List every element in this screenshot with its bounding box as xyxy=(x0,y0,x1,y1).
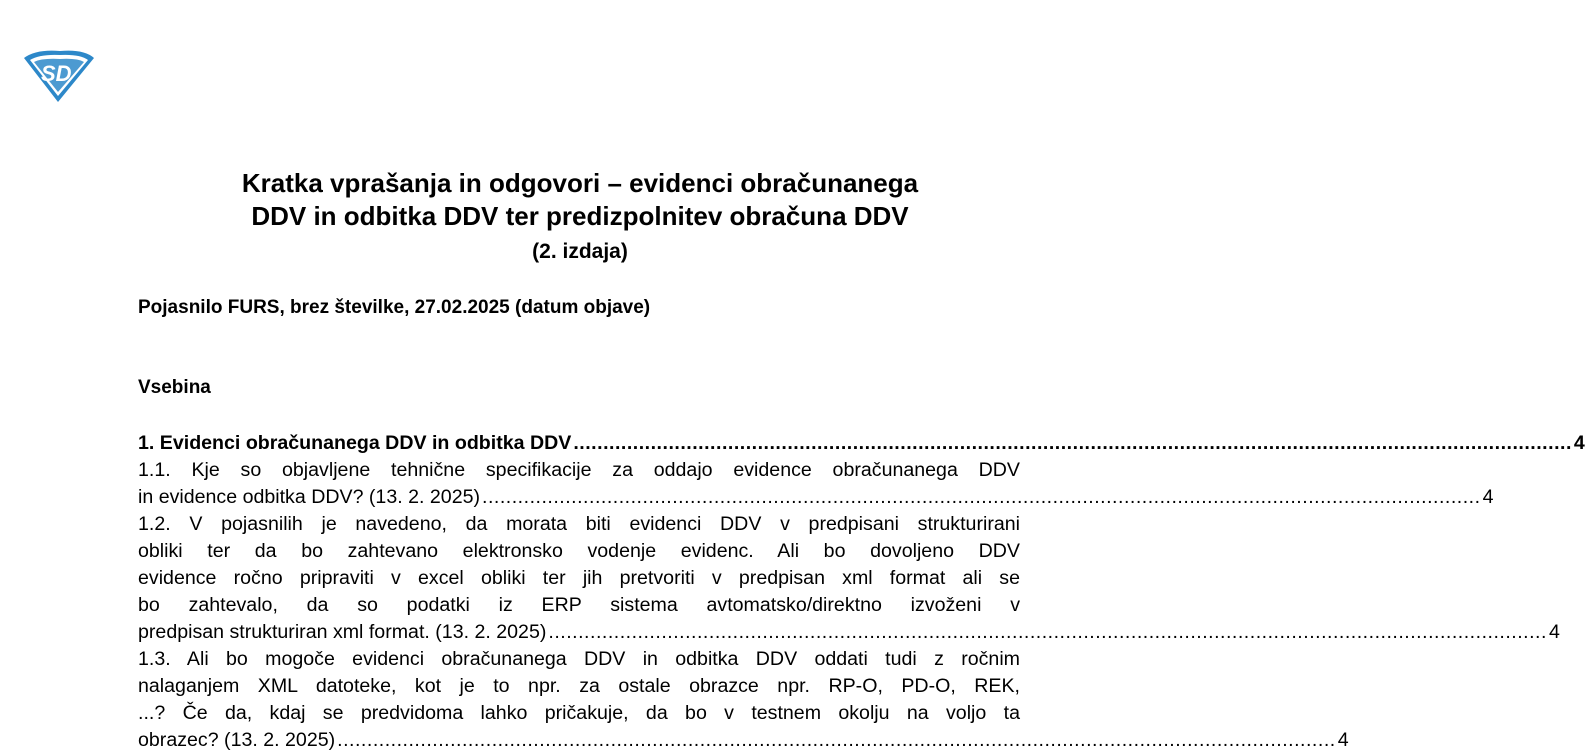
toc-entry-text: 1.1. Kje so objavljene tehnične specifikacije za oddajo evidence obračunanega DDV xyxy=(138,459,1020,481)
toc-entry-text: predpisan strukturiran xml format. (13. 2. 2025) xyxy=(138,621,547,643)
toc-entry-text: in evidence odbitka DDV? (13. 2. 2025) xyxy=(138,486,481,508)
toc-entry-text: 1.3. Ali bo mogoče evidenci obračunanega DDV in odbitka DDV oddati tudi z ročnim xyxy=(138,648,1020,670)
contents-heading: Vsebina xyxy=(138,377,211,398)
toc-page-number: 4 xyxy=(1548,621,1560,643)
svg-text:SD: SD xyxy=(41,61,72,86)
toc-page-number: 4 xyxy=(1337,729,1349,751)
toc-entry-text: bo zahtevalo, da so podatki iz ERP sistema avtomatsko/direktno izvoženi v xyxy=(138,594,1020,616)
toc-entry-text: evidence ročno pripraviti v excel obliki ter jih pretvoriti v predpisan xml format ali se xyxy=(138,567,1020,589)
document-subtitle: Pojasnilo FURS, brez številke, 27.02.2025 (datum objave) xyxy=(138,297,651,318)
toc-leader-dots: ........................................................................................................................................................................ xyxy=(482,486,1481,508)
toc-leader-dots: ........................................................................................................................................................................ xyxy=(573,432,1572,454)
document-title-line-1: Kratka vprašanja in odgovori – evidenci obračunanega xyxy=(241,168,919,198)
toc-entry-text: obliki ter da bo zahtevano elektronsko vodenje evidenc. Ali bo dovoljeno DDV xyxy=(138,540,1020,562)
toc-leader-dots: ........................................................................................................................................................................ xyxy=(337,729,1336,751)
table-of-contents xyxy=(138,430,1585,754)
toc-entry-text: nalaganjem XML datoteke, kot je to npr. za ostale obrazce npr. RP-O, PD-O, REK, xyxy=(138,675,1020,697)
toc-leader-dots: ........................................................................................................................................................................ xyxy=(548,621,1547,643)
toc-entry-text: 1.2. V pojasnilih je navedeno, da morata biti evidenci DDV v predpisani strukturirani xyxy=(138,513,1020,535)
document-title-line-2: DDV in odbitka DDV ter predizpolnitev obračuna DDV xyxy=(251,201,909,231)
toc-entry-text: ...? Če da, kdaj se predvidoma lahko pričakuje, da bo v testnem okolju na voljo ta xyxy=(138,702,1020,724)
toc-page-number: 4 xyxy=(1482,486,1494,508)
furs-logo-icon xyxy=(22,48,96,104)
toc-entry-text: 1. Evidenci obračunanega DDV in odbitka DDV xyxy=(138,432,572,454)
toc-page-number: 4 xyxy=(1573,432,1585,454)
toc-entry-1[interactable] xyxy=(138,430,1585,457)
toc-entry-1-3[interactable] xyxy=(138,646,1349,754)
toc-entry-1-2[interactable] xyxy=(138,511,1560,646)
toc-entry-1-1[interactable] xyxy=(138,457,1494,511)
document-edition: (2. izdaja) xyxy=(532,240,628,263)
toc-entry-text: obrazec? (13. 2. 2025) xyxy=(138,729,336,751)
